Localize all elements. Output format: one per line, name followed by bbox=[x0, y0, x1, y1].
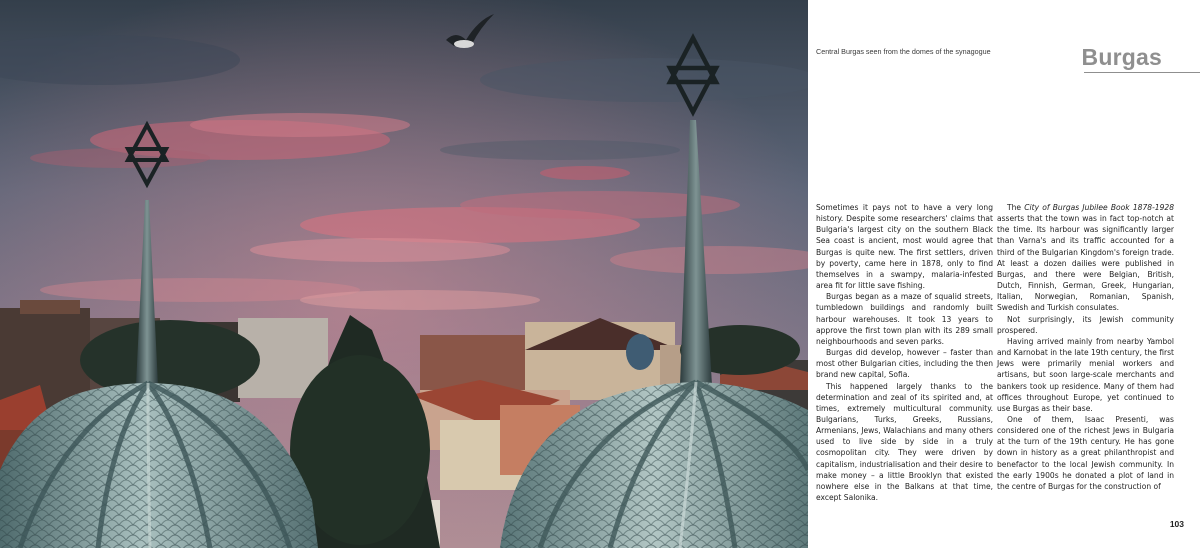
paragraph: Having arrived mainly from nearby Yambol and Karnobat in the late 19th century, the first Jews were primarily menial workers and artisans, but soon large-scale merchants and bankers took up residence. Many of them had offices throughout Europe, yet continued to use Burgas as their base. bbox=[997, 336, 1174, 413]
photo-caption: Central Burgas seen from the domes of the synagogue bbox=[816, 47, 991, 56]
text-page bbox=[808, 0, 1200, 548]
paragraph: Burgas did develop, however – faster than most other Bulgarian cities, including the then brand new capital, Sofia. bbox=[816, 348, 993, 380]
book-title: City of Burgas Jubilee Book 1878-1928 bbox=[1024, 203, 1175, 212]
paragraph bbox=[997, 202, 1174, 314]
paragraph-lead: The bbox=[1007, 203, 1025, 212]
page-number: 103 bbox=[1169, 519, 1184, 529]
paragraph: One of them, Isaac Presenti, was considered one of the richest Jews in Bulgaria at the turn of the 19th century. He has gone down in history as a great philanthropist and benefactor to the local Jewish community. In the early 1900s he donated a plot of land in the centre of Burgas for the construction of bbox=[997, 414, 1174, 491]
paragraph: Burgas began as a maze of squalid streets, tumbledown buildings and randomly built harbour warehouses. It took 13 years to approve the first town plan with its 289 small neighbourhoods and seven parks. bbox=[816, 292, 993, 346]
title-underline bbox=[1084, 72, 1200, 73]
paragraph: Sometimes it pays not to have a very long history. Despite some researchers' claims that Bulgaria's largest city on the southern Black Sea coast is ancient, most would agree that Burgas is quite new. The first settlers, driven by poverty, came here in 1878, only to find themselves in a swampy, malaria-infested area fit for little save fishing. bbox=[816, 203, 993, 291]
text-column-right bbox=[997, 202, 1174, 492]
chapter-title: Burgas bbox=[1081, 44, 1162, 70]
text-column-left bbox=[816, 202, 993, 503]
paragraph: This happened largely thanks to the determination and zeal of its spirited and, at times, extremely multicultural community. Bulgarians, Turks, Greeks, Russians, Armenians, Jews, Walachians and many others used to live side by side in a truly cosmopolitan city. They were driven by capitalism, industrialisation and their desire to make money – a little Brooklyn that existed nowhere else in the Balkans at that time, except Salonika. bbox=[816, 381, 993, 503]
paragraph: Not surprisingly, its Jewish community prospered. bbox=[997, 314, 1174, 335]
paragraph-rest: asserts that the town was in fact top-notch at the time. Its harbour was significantly larger than Varna's and its traffic accounted for a third of the Bulgarian Kingdom's foreign trade. At least a dozen dailies were published in Burgas, and there were Belgian, British, Dutch, Finnish, German, Greek, Hungarian, Italian, Norwegian, Romanian, Spanish, Swedish and Turkish consulates. bbox=[997, 214, 1174, 313]
